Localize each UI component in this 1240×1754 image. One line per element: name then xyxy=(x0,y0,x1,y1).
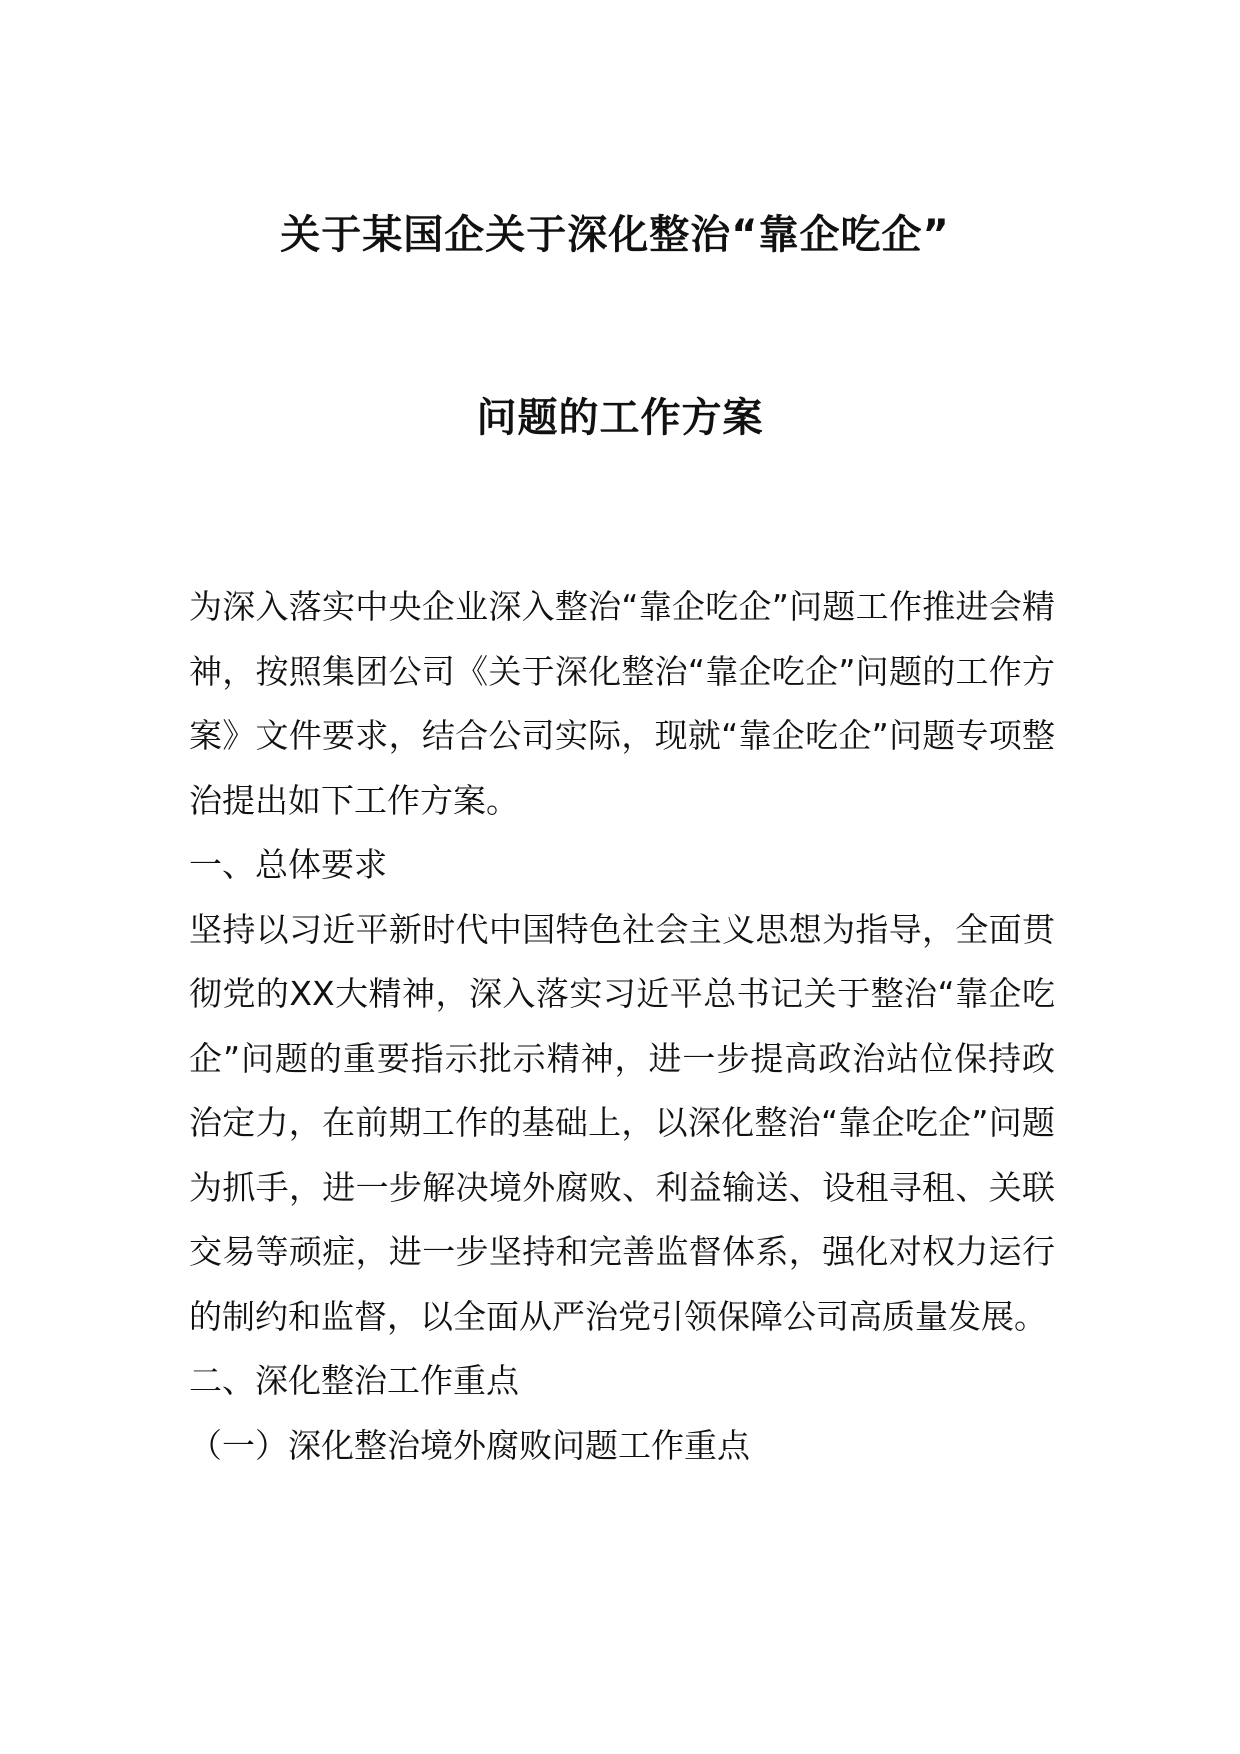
document-body xyxy=(189,575,1055,1478)
section-heading-general-requirements: 一、总体要求 xyxy=(189,845,387,884)
document-title-line-2: 问题的工作方案 xyxy=(476,395,764,441)
section-heading-key-work: 二、深化整治工作重点 xyxy=(189,1361,519,1400)
document-title-line-1: 关于某国企关于深化整治“靠企吃企” xyxy=(280,212,950,258)
subsection-heading-overseas-corruption: （一）深化整治境外腐败问题工作重点 xyxy=(189,1425,750,1465)
general-requirements-paragraph: 坚持以习近平新时代中国特色社会主义思想为指导，全面贯彻党的XX大精神，深入落实习近平总书记关于整治“靠企吃企”问题的重要指示批示精神，进一步提高政治站位保持政治定力，在前期工作的基础上，以深化整治“靠企吃企”问题为抓手，进一步解决境外腐败、利益输送、设租寻租、关联交易等顽症，进一步坚持和完善监督体系，强化对权力运行的制约和监督，以全面从严治党引领保障公司高质量发展。 xyxy=(189,909,1055,1336)
intro-paragraph: 为深入落实中央企业深入整治“靠企吃企”问题工作推进会精神，按照集团公司《关于深化整治“靠企吃企”问题的工作方案》文件要求，结合公司实际，现就“靠企吃企”问题专项整治提出如下工作方案。 xyxy=(189,587,1055,820)
